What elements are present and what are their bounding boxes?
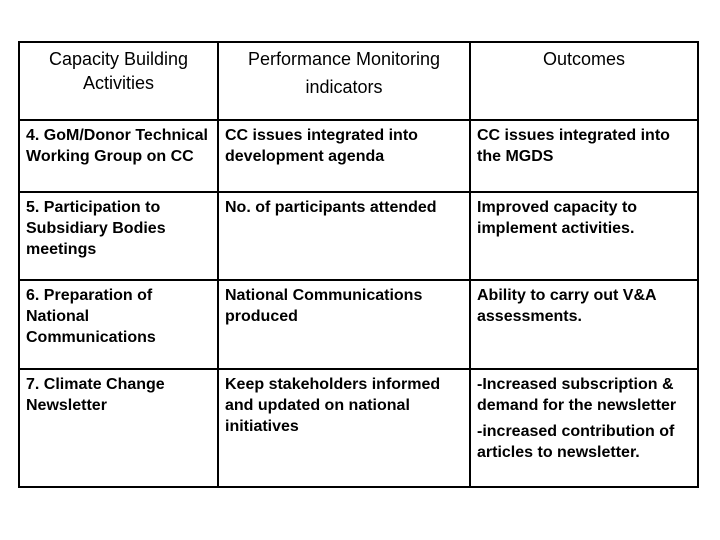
outcome-cell [470, 369, 698, 487]
indicator-cell: CC issues integrated into development agenda [218, 120, 470, 192]
outcome-text: Ability to carry out V&A assessments. [477, 287, 656, 325]
indicator-cell: National Communications produced [218, 280, 470, 369]
indicator-cell: Keep stakeholders informed and updated on national initiatives [218, 369, 470, 487]
table-row [19, 192, 698, 280]
outcome-text: CC issues integrated into the MGDS [477, 127, 670, 165]
capacity-building-table [18, 41, 699, 488]
outcome-text: -Increased subscription & demand for the newsletter [477, 376, 677, 414]
outcome-cell [470, 280, 698, 369]
indicator-cell: No. of participants attended [218, 192, 470, 280]
outcome-cell [470, 192, 698, 280]
header-row [19, 42, 698, 120]
activity-cell: 7. Climate Change Newsletter [19, 369, 218, 487]
table-row [19, 120, 698, 192]
outcome-text: Improved capacity to implement activities. [477, 199, 638, 237]
table-row [19, 280, 698, 369]
outcome-cell [470, 120, 698, 192]
activity-cell: 4. GoM/Donor Technical Working Group on CC [19, 120, 218, 192]
outcome-text: -increased contribution of articles to newsletter. [477, 423, 675, 461]
table-row [19, 369, 698, 487]
header-outcomes: Outcomes [470, 42, 698, 120]
activity-cell: 5. Participation to Subsidiary Bodies meetings [19, 192, 218, 280]
activity-cell: 6. Preparation of National Communications [19, 280, 218, 369]
header-capacity-building-activities: Capacity Building Activities [19, 42, 218, 120]
header-performance-monitoring-indicators: Performance Monitoring indicators [218, 42, 470, 120]
